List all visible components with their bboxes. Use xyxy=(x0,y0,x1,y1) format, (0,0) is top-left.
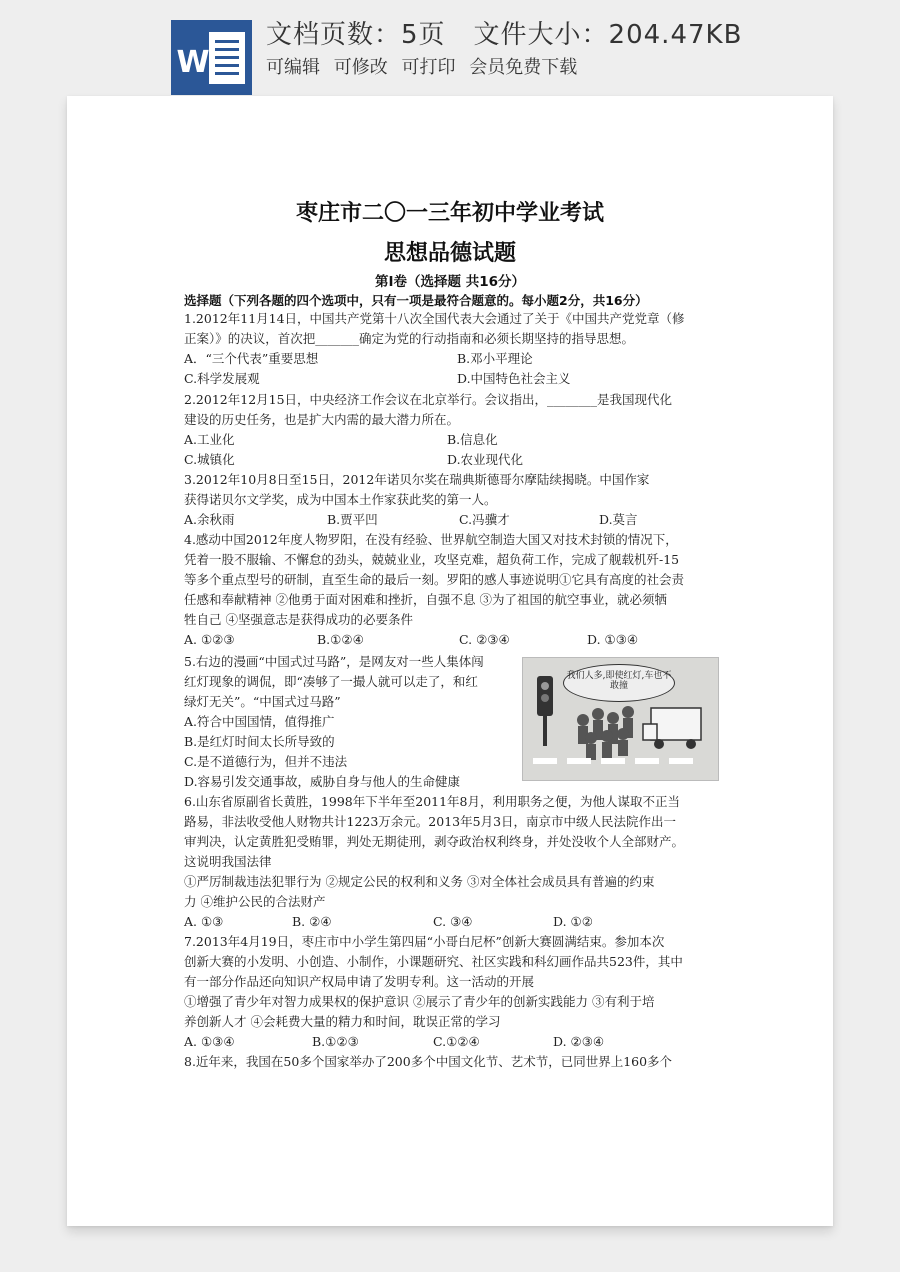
question-7-option-c: C.①②④ xyxy=(433,1034,480,1049)
word-document-icon xyxy=(171,20,252,95)
question-3-line: 获得诺贝尔文学奖，成为中国本土作家获此奖的第一人。 xyxy=(184,492,497,507)
question-2-option-a: A.工业化 xyxy=(184,432,235,447)
question-6-option-d: D. ①② xyxy=(553,914,593,929)
question-5-option-b: B.是红灯时间太长所导致的 xyxy=(184,734,335,749)
feature-printable: 可打印 xyxy=(401,57,456,78)
question-1-option-c: C.科学发展观 xyxy=(184,371,260,386)
crossing-cartoon-drawing xyxy=(523,658,718,780)
question-7-line: 7.2013年4月19日，枣庄市中小学生第四届“小哥白尼杯”创新大赛圆满结束。参加本次 xyxy=(184,934,665,949)
question-4-option-d: D. ①③④ xyxy=(587,632,639,647)
file-info xyxy=(266,18,742,52)
question-4-line: 凭着一股不服输、不懈怠的劲头，兢兢业业，攻坚克难，超负荷工作，完成了舰载机歼-15 xyxy=(184,552,680,567)
question-4-option-c: C. ②③④ xyxy=(459,632,510,647)
question-1-line: 正案）》的决议，首次把_______确定为党的行动指南和必须长期坚持的指导思想。 xyxy=(184,331,635,346)
question-2-line: 2.2012年12月15日，中央经济工作会议在北京举行。会议指出，________是我国现代化 xyxy=(184,392,673,407)
question-7-line: ①增强了青少年对智力成果权的保护意识 ②展示了青少年的创新实践能力 ③有利于培 xyxy=(184,994,655,1009)
question-1-line: 1.2012年11月14日，中国共产党第十八次全国代表大会通过了关于《中国共产党党章（修 xyxy=(184,311,685,326)
question-5-option-d: D.容易引发交通事故，威胁自身与他人的生命健康 xyxy=(184,774,461,789)
question-8-line: 8.近年来，我国在50多个国家举办了200多个中国文化节、艺术节，已同世界上160多个 xyxy=(184,1054,673,1069)
feature-editable: 可编辑 xyxy=(266,57,320,78)
question-6-line: ①严厉制裁违法犯罪行为 ②规定公民的权利和义务 ③对全体社会成员具有普遍的约束 xyxy=(184,874,655,889)
file-size: 文件大小：204.47KB xyxy=(473,20,743,50)
question-4-option-b: B.①②④ xyxy=(317,632,364,647)
section-heading: 第Ⅰ卷（选择题 共16分） xyxy=(374,274,525,290)
question-7-option-a: A. ①③④ xyxy=(184,1034,235,1049)
question-2-option-c: C.城镇化 xyxy=(184,452,235,467)
question-4-line: 任感和奉献精神 ②他勇于面对困难和挫折，自强不息 ③为了祖国的航空事业，就必须牺 xyxy=(184,592,667,607)
cartoon-illustration xyxy=(522,657,719,781)
question-6-line: 力 ④维护公民的合法财产 xyxy=(184,894,326,909)
question-4-line: 等多个重点型号的研制，直至生命的最后一刻。罗阳的感人事迹说明①它具有高度的社会责 xyxy=(184,572,685,587)
question-4-line: 牲自己 ④坚强意志是获得成功的必要条件 xyxy=(184,612,413,627)
question-3-option-a: A.余秋雨 xyxy=(184,512,235,527)
exam-subject: 思想品德试题 xyxy=(383,241,516,266)
question-7-option-b: B.①②③ xyxy=(312,1034,359,1049)
question-2-option-d: D.农业现代化 xyxy=(447,452,524,467)
question-5-option-c: C.是不道德行为，但并不违法 xyxy=(184,754,348,769)
feature-free-download[interactable]: 会员免费下载 xyxy=(469,57,578,78)
question-6-option-c: C. ③④ xyxy=(433,914,473,929)
question-6-line: 6.山东省原副省长黄胜，1998年下半年至2011年8月，利用职务之便，为他人谋取不正当 xyxy=(184,794,681,809)
question-2-line: 建设的历史任务，也是扩大内需的最大潜力所在。 xyxy=(184,412,460,427)
question-3-option-c: C.冯骥才 xyxy=(459,512,510,527)
document-page xyxy=(67,96,833,1226)
question-4-option-a: A. ①②③ xyxy=(184,632,235,647)
question-6-line: 路易，非法收受他人财物共计1223万余元。2013年5月3日，南京市中级人民法院作出一 xyxy=(184,814,677,829)
question-7-line: 有一部分作品还向知识产权局申请了发明专利。这一活动的开展 xyxy=(184,974,535,989)
page-count: 文档页数：5页 xyxy=(266,20,446,50)
feature-modifiable: 可修改 xyxy=(333,57,388,78)
question-6-line: 审判决，认定黄胜犯受贿罪，判处无期徒刑，剥夺政治权利终身，并处没收个人全部财产。 xyxy=(184,834,685,849)
question-7-option-d: D. ②③④ xyxy=(553,1034,605,1049)
question-6-line: 这说明我国法律 xyxy=(184,854,272,869)
question-3-option-b: B.贾平凹 xyxy=(327,512,378,527)
question-6-option-a: A. ①③ xyxy=(184,914,224,929)
question-2-option-b: B.信息化 xyxy=(447,432,498,447)
question-6-option-b: B. ②④ xyxy=(292,914,332,929)
download-banner xyxy=(0,0,900,96)
cartoon-speech-bubble: 我们人多,即使红灯,车也不敢撞 xyxy=(563,664,675,702)
exam-title: 枣庄市二〇一三年初中学业考试 xyxy=(295,201,604,226)
question-1-option-d: D.中国特色社会主义 xyxy=(457,371,571,386)
question-5-option-a: A.符合中国国情，值得推广 xyxy=(184,714,335,729)
question-3-line: 3.2012年10月8日至15日，2012年诺贝尔奖在瑞典斯德哥尔摩陆续揭晓。中国作家 xyxy=(184,472,650,487)
question-5-line: 绿灯无关”。“中国式过马路” xyxy=(184,694,341,709)
instructions: 选择题（下列各题的四个选项中，只有一项是最符合题意的。每小题2分，共16分） xyxy=(184,293,648,308)
question-4-line: 4.感动中国2012年度人物罗阳，在没有经验、世界航空制造大国又对技术封锁的情况下， xyxy=(184,532,678,547)
feature-list xyxy=(266,54,742,82)
question-7-line: 养创新人才 ④会耗费大量的精力和时间，耽误正常的学习 xyxy=(184,1014,501,1029)
word-icon-letter: W xyxy=(176,45,210,80)
question-1-option-a: A．“三个代表”重要思想 xyxy=(184,351,319,366)
question-5-line: 5.右边的漫画“中国式过马路”，是网友对一些人集体闯 xyxy=(184,654,484,669)
banner-text xyxy=(266,18,742,82)
question-3-option-d: D.莫言 xyxy=(599,512,638,527)
question-1-option-b: B.邓小平理论 xyxy=(457,351,533,366)
question-7-line: 创新大赛的小发明、小创造、小制作，小课题研究、社区实践和科幻画作品共523件，其中 xyxy=(184,954,683,969)
question-5-line: 红灯现象的调侃，即“凑够了一撮人就可以走了，和红 xyxy=(184,674,478,689)
